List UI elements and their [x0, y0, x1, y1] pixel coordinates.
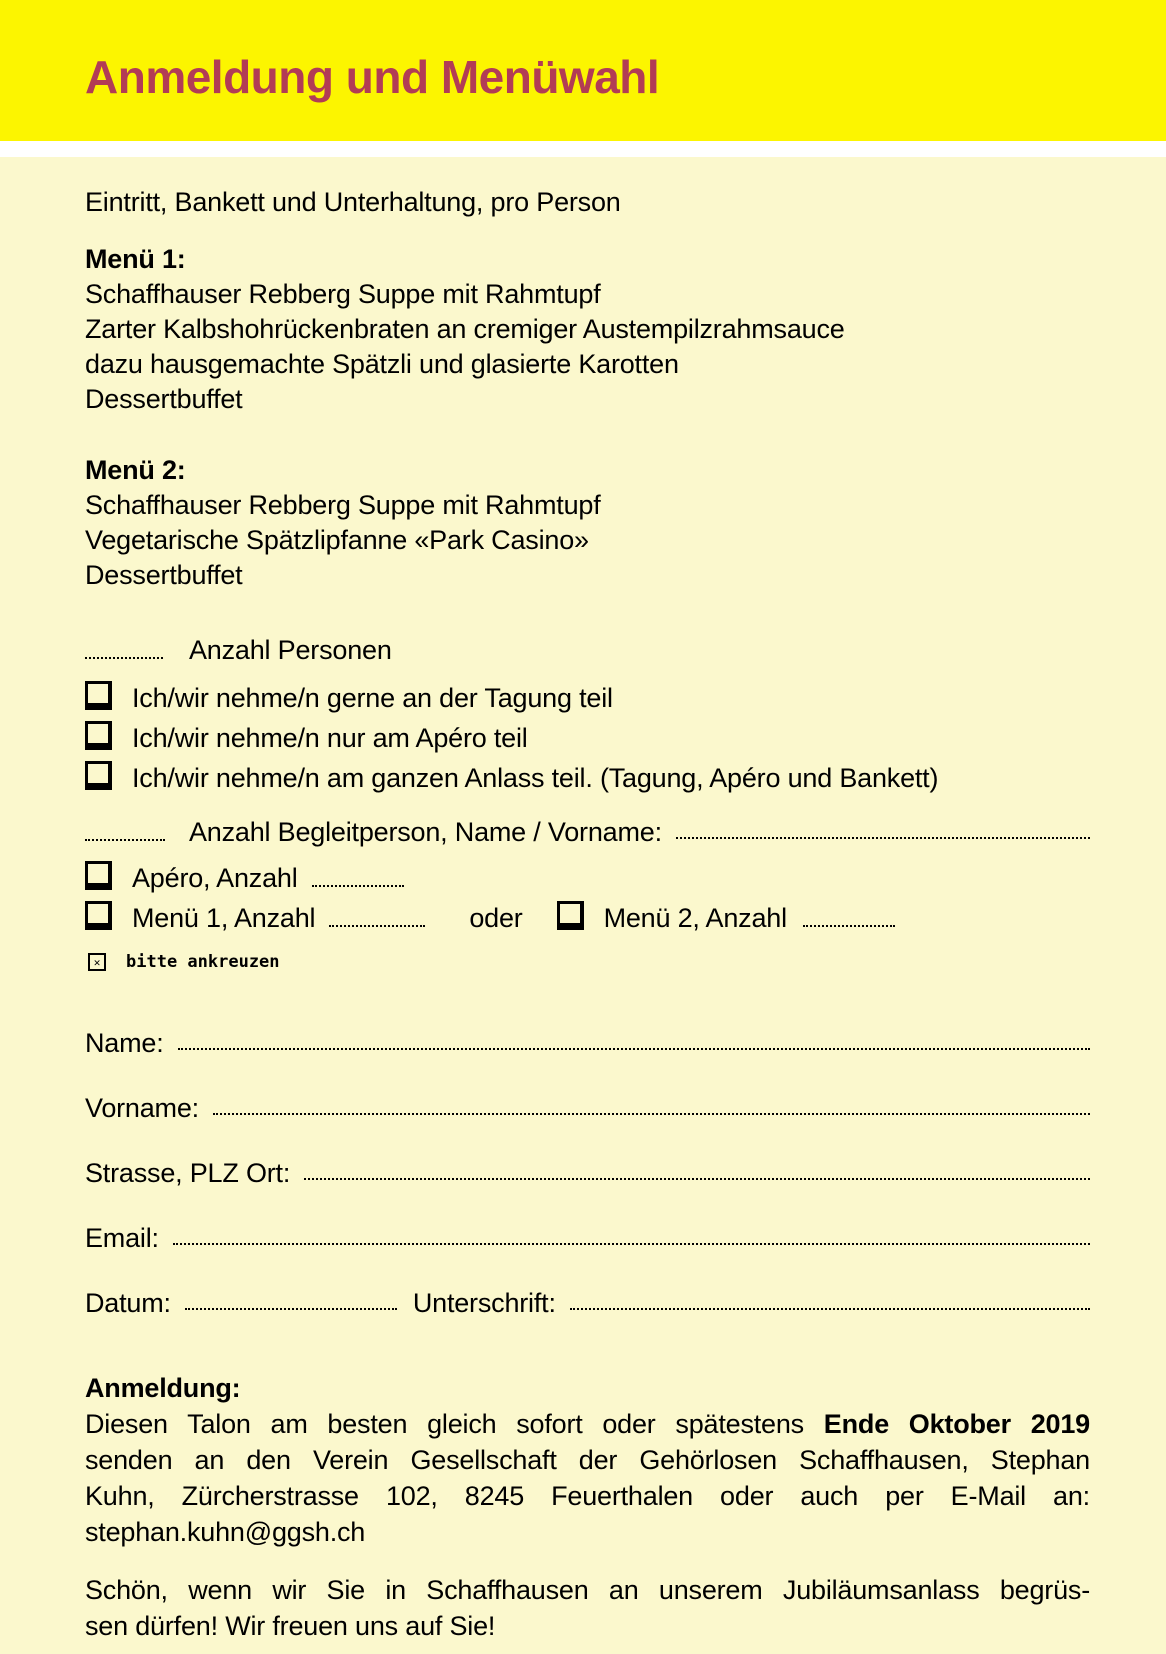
datum-write-in-line	[185, 1308, 397, 1310]
vorname-field-row	[85, 1083, 1090, 1133]
menu1-count-write-in-line	[329, 925, 425, 927]
anmeldung-line1-text: Diesen Talon am besten gleich sofort oder spätestens	[85, 1409, 824, 1439]
menu1-course: dazu hausgemachte Spätzli und glasierte Karotten	[85, 349, 679, 379]
checked-box-icon	[88, 953, 106, 971]
checkbox-icon	[557, 901, 584, 930]
page-title: Anmeldung und Menüwahl	[85, 51, 660, 103]
persons-count-label: Anzahl Personen	[189, 635, 392, 665]
checkbox-icon	[85, 761, 112, 790]
menu2-course: Vegetarische Spätzlipfanne «Park Casino»	[85, 525, 589, 555]
menu2-block	[85, 453, 1090, 593]
name-field-label: Name:	[85, 1028, 164, 1058]
oder-label: oder	[469, 903, 523, 933]
menu2-course: Dessertbuffet	[85, 560, 243, 590]
closing-line: sen dürfen! Wir freuen uns auf Sie!	[85, 1611, 496, 1641]
apero-count-label: Apéro, Anzahl	[132, 863, 298, 893]
checkbox-icon	[85, 721, 112, 750]
anmeldung-line: senden an den Verein Gesellschaft der Gehörlosen Schaffhausen, Stephan	[85, 1445, 1090, 1475]
strasse-write-in-line	[304, 1178, 1090, 1180]
datum-field-label: Datum:	[85, 1288, 171, 1318]
x-mark-icon: ✕	[93, 955, 101, 969]
checkbox-icon	[85, 861, 112, 890]
menu1-heading: Menü 1:	[85, 244, 186, 274]
option-full-event-label: Ich/wir nehme/n am ganzen Anlass teil. (Tagung, Apéro und Bankett)	[132, 763, 939, 793]
companion-label: Anzahl Begleitperson, Name / Vorname:	[189, 817, 662, 847]
unterschrift-write-in-line	[570, 1308, 1090, 1310]
intro-line: Eintritt, Bankett und Unterhaltung, pro Person	[85, 187, 621, 217]
menu2-heading: Menü 2:	[85, 455, 186, 485]
menu1-block	[85, 242, 1090, 417]
anmeldung-line: Kuhn, Zürcherstrasse 102, 8245 Feuerthalen oder auch per E-Mail an:	[85, 1481, 1090, 1511]
option-full-event-row	[85, 758, 1090, 798]
menu-choice-row	[85, 898, 1090, 938]
anmeldung-email-address: stephan.kuhn@ggsh.ch	[85, 1517, 366, 1547]
menu2-count-label: Menü 2, Anzahl	[603, 903, 787, 933]
datum-unterschrift-row	[85, 1278, 1090, 1328]
anmeldung-heading: Anmeldung:	[85, 1373, 241, 1403]
contact-fields	[85, 1018, 1090, 1328]
menu2-count-write-in-line	[803, 925, 895, 927]
vorname-write-in-line	[213, 1113, 1090, 1115]
option-tagung-label: Ich/wir nehme/n gerne an der Tagung teil	[132, 683, 613, 713]
check-hint-row	[88, 952, 1090, 972]
anmeldung-deadline: Ende Oktober 2019	[823, 1409, 1090, 1439]
menu1-course: Schaffhauser Rebberg Suppe mit Rahmtupf	[85, 279, 601, 309]
companion-count-write-in-line	[85, 839, 165, 841]
name-write-in-line	[178, 1048, 1090, 1050]
anmeldung-section	[85, 1370, 1090, 1550]
email-field-row	[85, 1213, 1090, 1263]
page-header-band	[0, 0, 1166, 141]
option-apero-only-label: Ich/wir nehme/n nur am Apéro teil	[132, 723, 528, 753]
name-field-row	[85, 1018, 1090, 1068]
closing-section	[85, 1572, 1090, 1644]
strasse-field-label: Strasse, PLZ Ort:	[85, 1158, 291, 1188]
form-content	[0, 157, 1166, 1644]
persons-count-write-in-line	[85, 657, 163, 659]
check-hint-label: bitte ankreuzen	[126, 952, 280, 972]
option-apero-only-row	[85, 718, 1090, 758]
checkbox-icon	[85, 901, 112, 930]
email-write-in-line	[173, 1243, 1090, 1245]
option-tagung-row	[85, 678, 1090, 718]
closing-line: Schön, wenn wir Sie in Schaffhausen an unserem Jubiläumsanlass begrüs-	[85, 1575, 1090, 1605]
checkbox-icon	[85, 681, 112, 710]
companion-row	[85, 812, 1090, 852]
menu1-count-label: Menü 1, Anzahl	[132, 903, 316, 933]
apero-count-write-in-line	[312, 885, 404, 887]
email-field-label: Email:	[85, 1223, 159, 1253]
strasse-field-row	[85, 1148, 1090, 1198]
anmeldung-line	[85, 1406, 1090, 1442]
companion-name-write-in-line	[676, 837, 1090, 839]
menu2-course: Schaffhauser Rebberg Suppe mit Rahmtupf	[85, 490, 601, 520]
vorname-field-label: Vorname:	[85, 1093, 199, 1123]
persons-count-row	[85, 633, 1090, 668]
unterschrift-field-label: Unterschrift:	[412, 1288, 556, 1318]
header-divider	[0, 141, 1166, 157]
menu1-course: Dessertbuffet	[85, 384, 243, 414]
menu1-course: Zarter Kalbshohrückenbraten an cremiger Austempilzrahmsauce	[85, 314, 845, 344]
apero-count-row	[85, 858, 1090, 898]
